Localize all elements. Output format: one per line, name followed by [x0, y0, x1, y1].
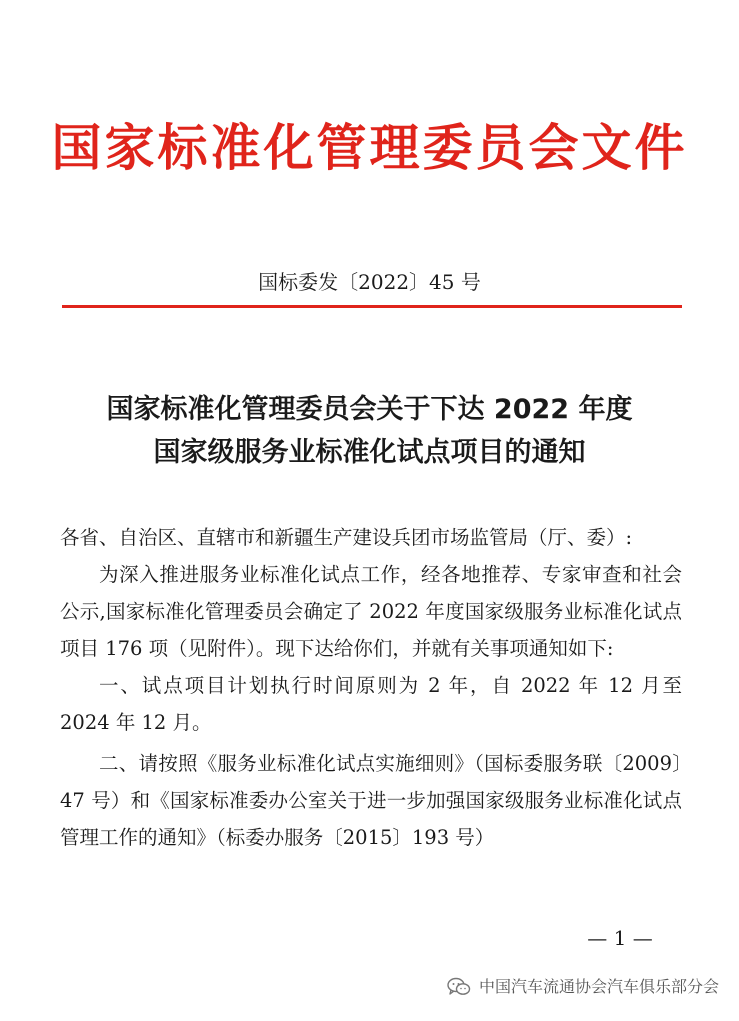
page-number: — 1 — [587, 926, 653, 950]
notice-title-line-2: 国家级服务业标准化试点项目的通知 [153, 437, 586, 468]
salutation: 各省、自治区、直辖市和新疆生产建设兵团市场监管局（厅、委）: [60, 526, 633, 549]
watermark-text: 中国汽车流通协会汽车俱乐部分会 [478, 977, 719, 996]
document-number: 国标委发〔2022〕45 号 [258, 270, 481, 294]
wechat-watermark [447, 975, 719, 999]
notice-body [60, 519, 682, 856]
notice-title [0, 388, 739, 474]
masthead-title: 国家标准化管理委员会文件 [51, 118, 688, 177]
wechat-icon [447, 977, 471, 997]
red-divider-rule [62, 305, 682, 308]
body-paragraph-intro: 为深入推进服务业标准化试点工作，经各地推荐、专家审查和社会公示,国家标准化管理委员会确定了 2022 年度国家级服务业标准化试点项目 176 项（见附件）。现下达给你们，并就有关事项通知如下: [60, 563, 682, 660]
body-paragraph-item-2: 二、请按照《服务业标准化试点实施细则》（国标委服务联〔2009〕47 号）和《国家标准委办公室关于进一步加强国家级服务业标准化试点管理工作的通知》（标委办服务〔2015〕193 号） [60, 752, 682, 849]
body-paragraph-item-1: 一、试点项目计划执行时间原则为 2 年，自 2022 年 12 月至 2024 年 12 月。 [60, 674, 682, 734]
notice-title-line-1: 国家标准化管理委员会关于下达 2022 年度 [106, 394, 633, 425]
